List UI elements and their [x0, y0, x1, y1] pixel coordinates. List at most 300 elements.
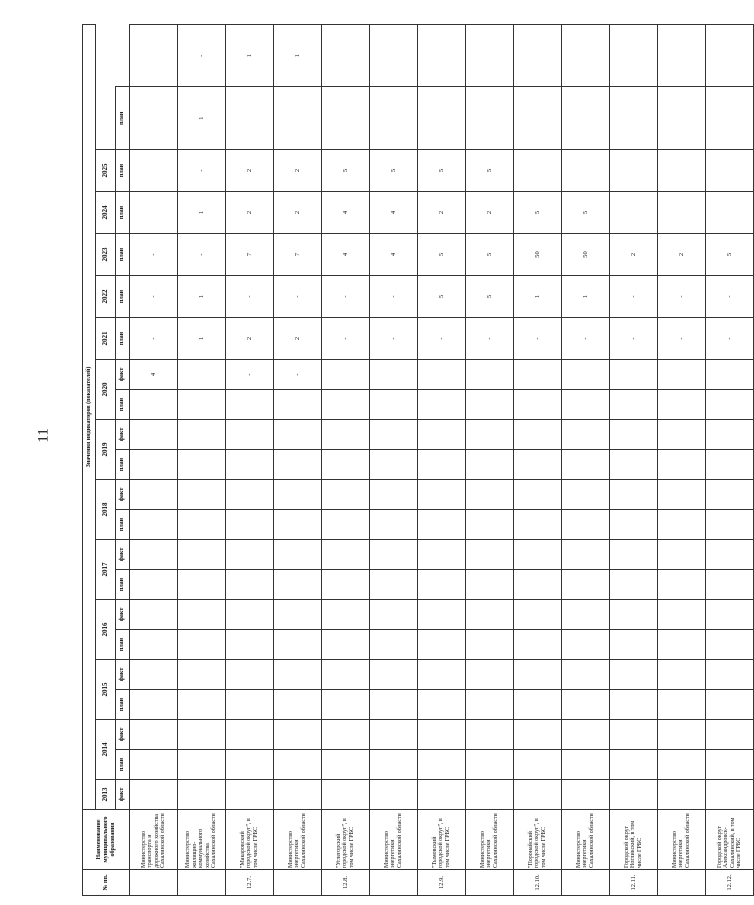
value-cell [706, 660, 754, 690]
value-cell [130, 540, 178, 570]
value-cell [274, 420, 322, 450]
value-cell: - [130, 276, 178, 318]
value-cell [322, 690, 370, 720]
value-cell [130, 780, 178, 810]
header-plan: план [116, 318, 130, 360]
value-cell [130, 570, 178, 600]
value-cell [130, 630, 178, 660]
value-cell [562, 360, 610, 390]
value-cell [130, 192, 178, 234]
value-cell [658, 510, 706, 540]
value-cell [610, 480, 658, 510]
header-fact: факт [116, 780, 130, 810]
value-cell [562, 720, 610, 750]
value-cell [562, 540, 610, 570]
value-cell [706, 750, 754, 780]
value-cell [322, 87, 370, 150]
value-cell [706, 420, 754, 450]
value-cell: 5 [418, 150, 466, 192]
municipality-name: Министерство транспорта и дорожного хозяйства Сахалинской области [130, 810, 178, 870]
header-year-2022: 2022 [96, 276, 116, 318]
value-cell [226, 690, 274, 720]
value-cell [322, 660, 370, 690]
value-cell: - [322, 318, 370, 360]
value-cell: - [130, 234, 178, 276]
value-cell: - [322, 276, 370, 318]
value-cell [514, 390, 562, 420]
value-cell [610, 450, 658, 480]
value-cell [226, 660, 274, 690]
value-cell [562, 780, 610, 810]
municipality-name: "Макаровский городской округ", в том числе ГРБС [226, 810, 274, 870]
value-cell [514, 600, 562, 630]
value-cell [610, 780, 658, 810]
value-cell [562, 480, 610, 510]
table-row [706, 25, 754, 896]
value-cell [706, 600, 754, 630]
value-cell [322, 630, 370, 660]
value-cell [562, 570, 610, 600]
value-cell [562, 390, 610, 420]
value-cell [130, 750, 178, 780]
value-cell: - [178, 25, 226, 88]
value-cell [658, 480, 706, 510]
value-cell [514, 420, 562, 450]
value-cell [322, 600, 370, 630]
value-cell [226, 87, 274, 150]
value-cell: - [226, 360, 274, 390]
value-cell [274, 480, 322, 510]
value-cell [466, 25, 514, 88]
value-cell [178, 750, 226, 780]
value-cell: 1 [178, 87, 226, 150]
value-cell [514, 360, 562, 390]
value-cell [274, 780, 322, 810]
municipality-name: Городской округ Александровск-Сахалинский, в том числе ГРБС [706, 810, 754, 870]
value-cell [370, 540, 418, 570]
value-cell: - [658, 318, 706, 360]
value-cell [706, 630, 754, 660]
rotated-table-container [82, 24, 742, 896]
value-cell [658, 192, 706, 234]
value-cell [226, 600, 274, 630]
value-cell [370, 570, 418, 600]
value-cell [322, 360, 370, 390]
value-cell [514, 570, 562, 600]
value-cell [178, 660, 226, 690]
value-cell [274, 630, 322, 660]
value-cell [370, 450, 418, 480]
value-cell: - [610, 276, 658, 318]
value-cell [562, 420, 610, 450]
value-cell: - [658, 276, 706, 318]
value-cell [370, 25, 418, 88]
value-cell: - [274, 276, 322, 318]
value-cell [322, 480, 370, 510]
value-cell [178, 690, 226, 720]
value-cell: 1 [562, 276, 610, 318]
value-cell [562, 630, 610, 660]
value-cell [466, 540, 514, 570]
header-fact: факт [116, 360, 130, 390]
value-cell: 2 [418, 192, 466, 234]
value-cell [274, 390, 322, 420]
value-cell [610, 420, 658, 450]
value-cell [226, 510, 274, 540]
header-plan: план [116, 510, 130, 540]
municipality-name: Министерство энергетики Сахалинской области [274, 810, 322, 870]
value-cell [466, 450, 514, 480]
value-cell: 5 [370, 150, 418, 192]
value-cell: - [226, 276, 274, 318]
value-cell [370, 390, 418, 420]
value-cell [514, 87, 562, 150]
header-plan: план [116, 570, 130, 600]
table-row [370, 25, 418, 896]
value-cell [178, 630, 226, 660]
value-cell [466, 600, 514, 630]
table-body [130, 25, 754, 896]
value-cell [418, 780, 466, 810]
value-cell: 5 [706, 234, 754, 276]
value-cell [418, 750, 466, 780]
value-cell [370, 690, 418, 720]
table-row [418, 25, 466, 896]
value-cell [706, 360, 754, 390]
value-cell [418, 690, 466, 720]
row-number: 12.12. [706, 870, 754, 896]
value-cell: 5 [466, 276, 514, 318]
indicator-table [82, 24, 754, 896]
header-plan: план [116, 390, 130, 420]
page-number: 11 [35, 428, 52, 443]
value-cell [322, 450, 370, 480]
value-cell [466, 720, 514, 750]
value-cell: 2 [226, 318, 274, 360]
value-cell: 1 [178, 276, 226, 318]
value-cell [418, 87, 466, 150]
value-cell [130, 690, 178, 720]
value-cell: 4 [322, 192, 370, 234]
value-cell [562, 25, 610, 88]
value-cell [706, 540, 754, 570]
value-cell: - [514, 318, 562, 360]
value-cell [706, 450, 754, 480]
value-cell [610, 600, 658, 630]
value-cell [226, 780, 274, 810]
value-cell [322, 25, 370, 88]
value-cell [418, 450, 466, 480]
table-row [226, 25, 274, 896]
value-cell: - [370, 318, 418, 360]
table-row [178, 25, 226, 896]
header-fact: факт [116, 420, 130, 450]
header-row-years [96, 25, 116, 896]
value-cell [706, 25, 754, 88]
value-cell [130, 25, 178, 88]
value-cell [514, 480, 562, 510]
value-cell [610, 390, 658, 420]
value-cell [514, 540, 562, 570]
municipality-name: Министерство жилищно-коммунального хозяйства Сахалинской области [178, 810, 226, 870]
value-cell [370, 360, 418, 390]
header-year-2013: 2013 [96, 780, 116, 810]
value-cell [658, 780, 706, 810]
value-cell [322, 720, 370, 750]
value-cell [466, 660, 514, 690]
value-cell: 2 [274, 318, 322, 360]
value-cell [658, 25, 706, 88]
value-cell [370, 420, 418, 450]
value-cell [370, 480, 418, 510]
value-cell: 5 [322, 150, 370, 192]
value-cell [562, 750, 610, 780]
header-year-2024: 2024 [96, 192, 116, 234]
value-cell [178, 540, 226, 570]
value-cell: - [706, 318, 754, 360]
value-cell: 5 [418, 276, 466, 318]
value-cell [322, 750, 370, 780]
value-cell [178, 780, 226, 810]
value-cell [658, 690, 706, 720]
value-cell [322, 390, 370, 420]
value-cell [226, 630, 274, 660]
municipality-name: "Тымовский городской округ", в том числе ГРБС [418, 810, 466, 870]
value-cell [658, 600, 706, 630]
value-cell [610, 630, 658, 660]
value-cell [514, 750, 562, 780]
row-number [130, 870, 178, 896]
value-cell: 5 [466, 234, 514, 276]
value-cell [610, 690, 658, 720]
value-cell [178, 570, 226, 600]
value-cell: 5 [466, 150, 514, 192]
header-indicator-values: Значения индикаторов (показателей) [83, 25, 96, 810]
municipality-name: Министерство энергетики Сахалинской области [466, 810, 514, 870]
value-cell [274, 510, 322, 540]
value-cell [130, 390, 178, 420]
value-cell [466, 360, 514, 390]
value-cell [610, 25, 658, 88]
value-cell [226, 720, 274, 750]
value-cell [178, 720, 226, 750]
header-year-2023: 2023 [96, 234, 116, 276]
value-cell: 7 [274, 234, 322, 276]
value-cell [178, 390, 226, 420]
header-fact: факт [116, 600, 130, 630]
value-cell [706, 150, 754, 192]
value-cell [466, 780, 514, 810]
value-cell [178, 420, 226, 450]
value-cell [706, 720, 754, 750]
municipality-name: "Углегорский городской округ", в том числе ГРБС [322, 810, 370, 870]
value-cell [322, 780, 370, 810]
header-year-2020: 2020 [96, 360, 116, 420]
value-cell [418, 600, 466, 630]
value-cell [130, 420, 178, 450]
value-cell: 2 [226, 150, 274, 192]
value-cell [322, 540, 370, 570]
value-cell [466, 570, 514, 600]
value-cell [370, 660, 418, 690]
value-cell [418, 25, 466, 88]
value-cell: 2 [274, 192, 322, 234]
header-plan: план [116, 234, 130, 276]
municipality-name: Городской округ Ногликский, в том числе ГРБС [610, 810, 658, 870]
header-plan: план [116, 750, 130, 780]
value-cell: 4 [130, 360, 178, 390]
value-cell [706, 390, 754, 420]
value-cell [130, 600, 178, 630]
value-cell [226, 750, 274, 780]
value-cell [562, 600, 610, 630]
value-cell [370, 750, 418, 780]
value-cell [178, 510, 226, 540]
header-fact: факт [116, 660, 130, 690]
value-cell: - [466, 318, 514, 360]
value-cell [514, 510, 562, 540]
value-cell: - [178, 150, 226, 192]
value-cell [130, 450, 178, 480]
value-cell [514, 150, 562, 192]
value-cell [514, 630, 562, 660]
value-cell [130, 150, 178, 192]
value-cell [562, 450, 610, 480]
value-cell: 1 [514, 276, 562, 318]
value-cell [610, 660, 658, 690]
value-cell [274, 600, 322, 630]
value-cell: 1 [226, 25, 274, 88]
value-cell: - [130, 318, 178, 360]
value-cell: 2 [274, 150, 322, 192]
table-row [130, 25, 178, 896]
value-cell [322, 570, 370, 600]
row-number [466, 870, 514, 896]
row-number [562, 870, 610, 896]
header-plan: план [116, 450, 130, 480]
municipality-name: Министерство энергетики Сахалинской области [658, 810, 706, 870]
table-row [466, 25, 514, 896]
value-cell [418, 480, 466, 510]
value-cell [178, 600, 226, 630]
value-cell [226, 570, 274, 600]
table-row [274, 25, 322, 896]
value-cell [466, 390, 514, 420]
value-cell [370, 510, 418, 540]
value-cell [370, 720, 418, 750]
value-cell [658, 630, 706, 660]
value-cell [274, 720, 322, 750]
value-cell [610, 510, 658, 540]
value-cell [466, 480, 514, 510]
value-cell [418, 360, 466, 390]
value-cell [610, 720, 658, 750]
value-cell [610, 540, 658, 570]
value-cell [562, 660, 610, 690]
value-cell [370, 87, 418, 150]
value-cell [418, 390, 466, 420]
value-cell [130, 480, 178, 510]
value-cell [130, 660, 178, 690]
header-row-group [83, 25, 96, 896]
value-cell [226, 540, 274, 570]
value-cell: 2 [658, 234, 706, 276]
value-cell [466, 510, 514, 540]
header-plan: план [116, 150, 130, 192]
value-cell [514, 720, 562, 750]
header-year-2014: 2014 [96, 720, 116, 780]
header-plan: план [116, 87, 130, 150]
value-cell [562, 510, 610, 540]
value-cell [658, 150, 706, 192]
value-cell [658, 720, 706, 750]
value-cell: 1 [178, 318, 226, 360]
value-cell: 50 [562, 234, 610, 276]
value-cell [466, 87, 514, 150]
value-cell [706, 780, 754, 810]
value-cell [610, 570, 658, 600]
value-cell [514, 690, 562, 720]
value-cell [274, 690, 322, 720]
value-cell [274, 660, 322, 690]
table-row [610, 25, 658, 896]
header-year-2016: 2016 [96, 600, 116, 660]
value-cell [418, 510, 466, 540]
row-number [274, 870, 322, 896]
header-plan: план [116, 690, 130, 720]
header-plan: план [116, 276, 130, 318]
value-cell [514, 450, 562, 480]
value-cell: 2 [466, 192, 514, 234]
value-cell [706, 87, 754, 150]
header-row-plan-fact [116, 25, 130, 896]
table-row [514, 25, 562, 896]
row-number [370, 870, 418, 896]
header-year-2021: 2021 [96, 318, 116, 360]
value-cell [226, 420, 274, 450]
header-plan: план [116, 630, 130, 660]
value-cell: 2 [610, 234, 658, 276]
value-cell [274, 87, 322, 150]
value-cell [706, 690, 754, 720]
value-cell [370, 630, 418, 660]
value-cell [370, 780, 418, 810]
value-cell [610, 360, 658, 390]
value-cell [514, 660, 562, 690]
value-cell [658, 540, 706, 570]
value-cell [418, 720, 466, 750]
value-cell [274, 750, 322, 780]
value-cell [706, 192, 754, 234]
value-cell [178, 360, 226, 390]
value-cell: - [610, 318, 658, 360]
value-cell [610, 150, 658, 192]
value-cell [562, 87, 610, 150]
header-year-2015: 2015 [96, 660, 116, 720]
header-fact: факт [116, 540, 130, 570]
header-year-2019: 2019 [96, 420, 116, 480]
value-cell: - [706, 276, 754, 318]
value-cell: 1 [178, 192, 226, 234]
value-cell: 5 [418, 234, 466, 276]
value-cell [178, 450, 226, 480]
value-cell [466, 630, 514, 660]
value-cell [322, 420, 370, 450]
value-cell [658, 360, 706, 390]
header-fact: факт [116, 480, 130, 510]
municipality-name: Министерство энергетики Сахалинской области [562, 810, 610, 870]
row-number [658, 870, 706, 896]
